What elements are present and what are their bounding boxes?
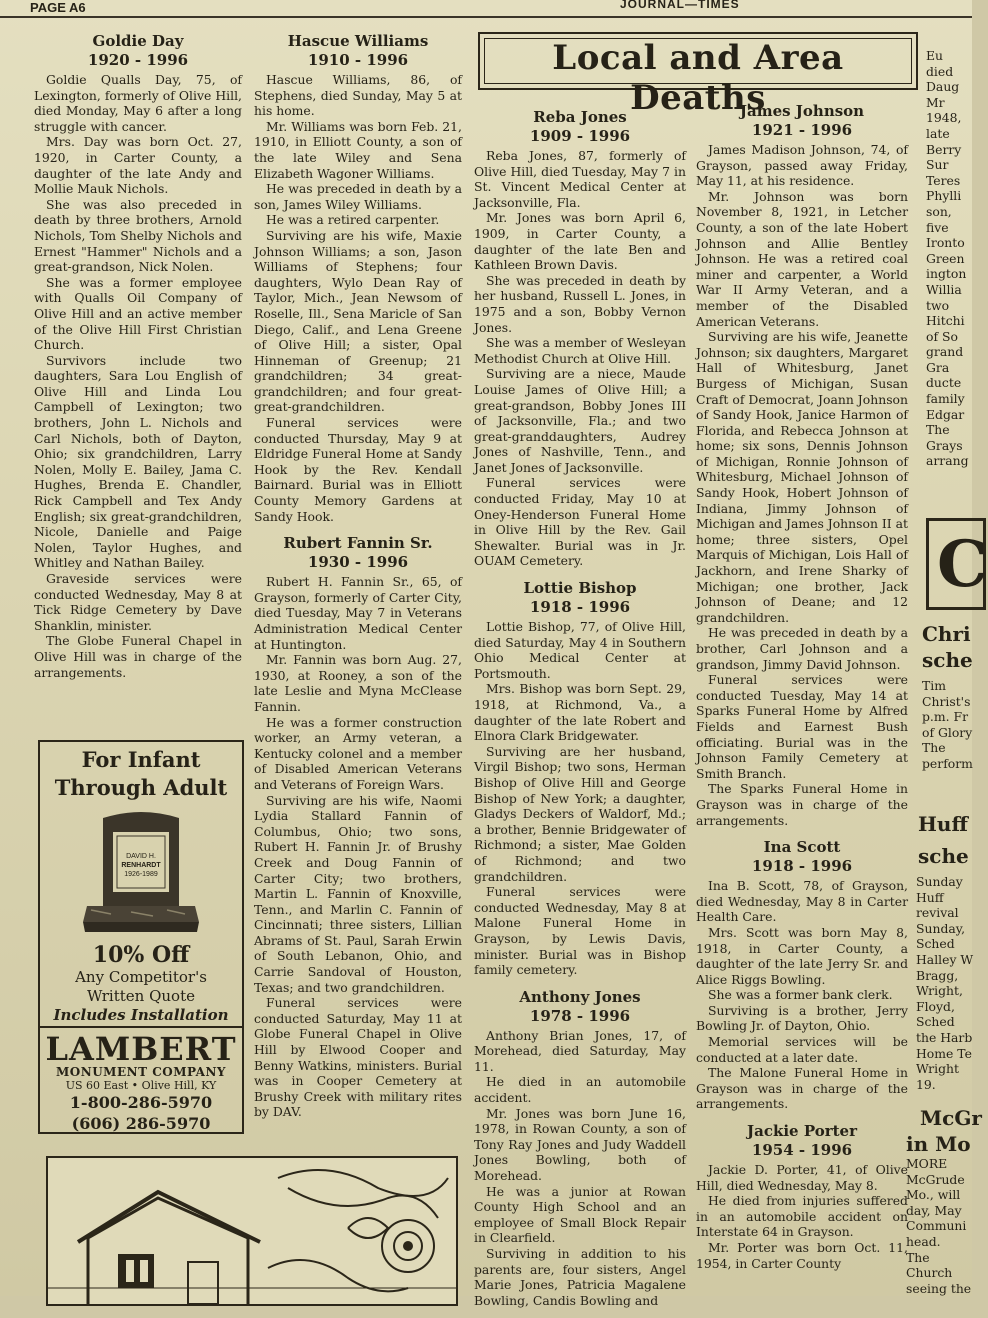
text-fragment: family (926, 391, 965, 407)
column-4 (696, 102, 908, 1281)
obituary-paragraph: Ina B. Scott, 78, of Grayson, died Wednesday, May 8 in Carter Health Care. (696, 878, 908, 925)
headstone-name-line1: DAVID H. (126, 853, 156, 860)
partial-heading: sche (918, 844, 969, 868)
obituary-years: 1930 - 1996 (307, 553, 409, 572)
obituary-paragraph: The Sparks Funeral Home in Grayson was in charge of the arrangements. (696, 781, 908, 828)
column-2 (254, 32, 462, 1130)
obituary-name: Ina Scott (763, 838, 841, 857)
obituary-paragraph: Anthony Brian Jones, 17, of Morehead, died Saturday, May 11. (474, 1027, 686, 1074)
obituary-name: James Johnson (739, 102, 865, 120)
text-fragment: Berry (926, 141, 962, 157)
obituary-paragraph: Mrs. Scott was born May 8, 1918, in Carter County, a daughter of the late Jerry Sr. and Alice Riggs Bowling. (696, 924, 908, 987)
obituary-paragraph: James Madison Johnson, 74, of Grayson, passed away Friday, May 11, at his residence. (696, 142, 908, 189)
obituary-name: Jackie Porter (747, 1122, 857, 1141)
partial-text-block: MORE McGrude Mo., will day, May Communi head. The Church seeing the (906, 1156, 972, 1296)
text-fragment: Ironto (926, 235, 965, 251)
obituary-jackie-porter (696, 1122, 908, 1271)
obituary-years: 1918 - 1996 (529, 598, 631, 617)
obituary-ina-scott (696, 838, 908, 1112)
obituary-paragraph: Mrs. Bishop was born Sept. 29, 1918, at Richmond, Va., a daughter of the late Robert and Elnora Clark Bridgewater. (474, 681, 686, 744)
obituary-paragraph: Mr. Johnson was born November 8, 1921, in Letcher County, a son of the late Hobert Johnson and Allie Bentley Johnson. He was a retired coal miner and carpenter, a World War II Army Veteran, and a member of the Disabled American Veterans. (696, 188, 908, 329)
text-fragment: Grays (926, 437, 963, 453)
obituary-paragraph: Surviving are his wife, Maxie Johnson Williams; a son, Jason Williams of Stephens; four daughters, Wylo Dean Ray of Taylor, Mich., Jean Newsom of Roselle, Ill., Sena Maricle of San Diego, Calif., and Lena Greene of Olive Hill; a sister, Opal Hinneman of Greenup; 21 grandchildren; 34 great-grandchildren; and four great-great-grandchildren. (254, 227, 462, 415)
obituary-paragraph: He was preceded in death by a brother, Carl Johnson and a grandson, Jimmy David Johnson. (696, 625, 908, 672)
partial-heading: in Mo (906, 1132, 971, 1156)
column-3 (474, 108, 686, 1318)
text-fragment: two (926, 297, 950, 313)
obituary-paragraph: Mr. Williams was born Feb. 21, 1910, in Elliott County, a son of the late Wiley and Sena Elizabeth Wagoner Williams. (254, 118, 462, 181)
page-number: PAGE A6 (30, 0, 86, 15)
headstone-dates: 1926-1989 (124, 871, 158, 878)
partial-text-block: Tim Christ's p.m. Fr of Glory The perform (922, 678, 973, 771)
monument-advertisement (38, 740, 244, 1134)
obituary-paragraph: She was a member of Wesleyan Methodist Church at Olive Hill. (474, 335, 686, 366)
ad-phone: 1-800-286-5970 (69, 1093, 213, 1112)
obituary-paragraph: Mr. Porter was born Oct. 11, 1954, in Carter County (696, 1240, 908, 1271)
text-fragment: 1948, (926, 110, 962, 126)
obituary-paragraph: Reba Jones, 87, formerly of Olive Hill, died Tuesday, May 7 in St. Vincent Medical Center at Jacksonville, Fla. (474, 148, 686, 210)
text-fragment: Daug (926, 79, 960, 95)
obituary-anthony-jones (474, 988, 686, 1309)
obituary-paragraph: Surviving are her husband, Virgil Bishop; two sons, Herman Bishop of Olive Hill and George Bishop of New York; a daughter, Gladys Deckers of Waldorf, Md.; a brother, Bennie Bridgewater of Richmond; a sister, Mae Golden of Richmond; and two grandchildren. (474, 743, 686, 884)
obituary-lottie-bishop (474, 579, 686, 978)
obituary-paragraph: The Malone Funeral Home in Grayson was in charge of the arrangements. (696, 1065, 908, 1112)
obituary-name: Goldie Day (92, 32, 184, 50)
text-fragment: late (926, 125, 950, 141)
section-title: Local and Area Deaths (552, 38, 844, 118)
partial-heading: Chri (922, 622, 971, 646)
obituary-paragraph: She was a former employee with Qualls Oil Company of Olive Hill and an active member of the Olive Hill First Christian Church. (34, 274, 242, 353)
obituary-paragraph: Surviving are a niece, Maude Louise James of Olive Hill; a great-grandson, Bobby Jones III of Jacksonville, Fla.; and two great-granddaughters, Audrey Jones of Nashville, Tenn., and Janet Jones of Jacksonville. (474, 366, 686, 475)
floral-house-advertisement (46, 1156, 458, 1306)
text-fragment: Eu (926, 48, 944, 63)
obituary-years: 1921 - 1996 (751, 121, 853, 139)
obituary-name: Lottie Bishop (523, 579, 637, 598)
obituary-paragraph: Mrs. Day was born Oct. 27, 1920, in Carter County, a daughter of the late Andy and Mollie Mauk Nichols. (34, 134, 242, 197)
obituary-paragraph: Mr. Jones was born June 16, 1978, in Rowan County, a son of Tony Ray Jones and Judy Waddell Jones Bowling, both of Morehead. (474, 1105, 686, 1184)
text-fragment: grand (926, 344, 964, 360)
obituary-years: 1909 - 1996 (529, 127, 631, 145)
obituary-paragraph: Memorial services will be conducted at a later date. (696, 1034, 908, 1065)
ad-headline: For Infant (81, 747, 201, 772)
text-fragment: Hitchi (926, 313, 965, 329)
page-header (0, 0, 972, 18)
text-fragment: The (926, 422, 950, 438)
text-fragment: died (926, 63, 954, 79)
obituary-reba-jones (474, 108, 686, 569)
column-5-partial (926, 48, 972, 469)
obituary-paragraph: The Globe Funeral Chapel in Olive Hill was in charge of the arrangements. (34, 633, 242, 680)
obituary-paragraph: Surviving in addition to his parents are, four sisters, Angel Marie Jones, Patricia Magalene Bowling, Candis Bowling and (474, 1246, 686, 1308)
obituary-goldie-day (34, 32, 242, 680)
partial-boxed-heading: C (926, 518, 986, 610)
text-fragment: son, (926, 203, 952, 219)
obituary-james-johnson (696, 102, 908, 828)
obituary-paragraph: Lottie Bishop, 77, of Olive Hill, died Saturday, May 4 in Southern Ohio Medical Center at Portsmouth. (474, 619, 686, 681)
obituary-paragraph: Funeral services were conducted Wednesday, May 8 at Malone Funeral Home in Grayson, by Lewis Davis, minister. Burial was in Bishop family cemetery. (474, 884, 686, 978)
text-fragment: Edgar (926, 406, 965, 422)
ad-company-type: MONUMENT COMPANY (56, 1065, 226, 1079)
obituary-paragraph: She was a former bank clerk. (708, 987, 893, 1003)
text-fragment: Teres (926, 172, 961, 188)
text-fragment: ington (926, 266, 967, 282)
text-fragment: Willia (926, 281, 962, 297)
text-fragment: arrang (926, 453, 969, 469)
obituary-paragraph: Surviving are his wife, Naomi Lydia Stallard Fannin of Columbus, Ohio; two sons, Rubert H. Fannin Jr. of Brushy Creek and Doug Fannin of Carter City; two brothers, Martin L. Fannin of Knoxville, Tenn., and Marlin C. Fannin of Cincinnati; three sisters, Lillian Abrams of St. Paul, Sarah Erwin of South Lebanon, Ohio, and Carrie Sandoval of Houston, Texas; and two grandchildren. (254, 792, 462, 995)
partial-heading: sche (922, 648, 973, 672)
obituary-paragraph: Graveside services were conducted Wednesday, May 8 at Tick Ridge Cemetery by Dave Shanklin, minister. (34, 571, 242, 633)
text-fragment: of So (926, 328, 958, 344)
house-flower-illustration (48, 1158, 456, 1304)
obituary-paragraph: Funeral services were conducted Thursday, May 9 at Eldridge Funeral Home at Sandy Hook by the Rev. Kendall Bairnard. Burial was in Elliott County Memory Gardens at Sandy Hook. (254, 415, 462, 524)
ad-offer-line: Written Quote (87, 987, 195, 1005)
obituary-years: 1954 - 1996 (751, 1141, 853, 1160)
partial-heading: McGr (920, 1106, 982, 1130)
obituary-paragraph: Funeral services were conducted Friday, May 10 at Oney-Henderson Funeral Home in Olive Hill by the Rev. Gail Shewalter. Burial was in Jr. OUAM Cemetery. (474, 475, 686, 569)
obituary-paragraph: Jackie D. Porter, 41, of Olive Hill, died Wednesday, May 8. (696, 1162, 908, 1193)
obituary-years: 1978 - 1996 (529, 1006, 631, 1025)
obituary-paragraph: Survivors include two daughters, Sara Lou English of Olive Hill and Linda Lou Campbell of Lexington; two brothers, John L. Nichols and Carl Nichols, both of Dayton, Ohio; six grandchildren, Larry Nolen, Molly E. Bailey, Jama C. Hughes, Brenda E. Chandler, Rick Campbell and Tex Andy English; six great-grandchildren, Nicole, Danielle and Paige Nolen, Taylor Hughes, and Whitley and Nathan Bailey. (34, 352, 242, 571)
obituary-paragraph: Funeral services were conducted Saturday, May 11 at Globe Funeral Chapel in Olive Hill by Elwood Cooper and Benny Watkins, ministers. Burial was in Cooper Cemetery at Brushy Creek with military rites by DAV. (254, 995, 462, 1120)
ad-headline: Through Adult (54, 775, 228, 800)
ad-phone: (606) 286-5970 (71, 1114, 211, 1133)
obituary-paragraph: He died from injuries suffered in an automobile accident on Interstate 64 in Grayson. (696, 1193, 908, 1240)
ad-offer-line: Any Competitor's (75, 968, 207, 986)
obituary-paragraph: He was a former construction worker, an Army veteran, a Kentucky colonel and a member of Disabled American Veterans and Veterans of Foreign Wars. (254, 714, 462, 792)
text-fragment: Gra (926, 359, 950, 375)
obituary-years: 1918 - 1996 (751, 857, 853, 876)
obituary-paragraph: Rubert H. Fannin Sr., 65, of Grayson, formerly of Carter City, died Tuesday, May 7 in Veterans Administration Medical Center at Huntington. (254, 574, 462, 652)
obituary-name: Rubert Fannin Sr. (283, 534, 433, 553)
obituary-paragraph: Mr. Jones was born April 6, 1909, in Carter County, a daughter of the late Ben and Kathleen Brown Davis. (474, 210, 686, 273)
ad-discount: 10% Off (92, 942, 190, 968)
text-fragment: Mr (926, 94, 945, 110)
ad-installation: Includes Installation (40, 1006, 242, 1028)
obituary-name: Hascue Williams (287, 32, 429, 50)
obituary-name: Reba Jones (533, 108, 627, 126)
obituary-paragraph: Hascue Williams, 86, of Stephens, died Sunday, May 5 at his home. (254, 72, 462, 119)
obituary-paragraph: Surviving are his wife, Jeanette Johnson; six daughters, Margaret Hall of Whitesburg, Janet Burgess of Michigan, Susan Craft of Democrat, Joann Johnson of Sandy Hook, Janice Harmon of Florida, and Rebecca Johnson at home; six sons, Dennis Johnson of Michigan, Ronnie Johnson of Whitesburg, Michael Johnson of Sandy Hook, Hobert Johnson of Indiana, Jimmy Johnson of Michigan and James Johnson II at home; three sisters, Opel Marquis of Michigan, Lois Hall of Jackhorn, and Irene Sharky of Michigan; one brother, Jack Johnson of Deane; and 12 grandchildren. (696, 329, 908, 625)
partial-text-block: Sunday Huff revival Sunday, Sched Halley W Bragg, Wright, Floyd, Sched the Harb Home Te Wright 19. (916, 874, 974, 1092)
obituary-paragraph: He died in an automobile accident. (474, 1074, 686, 1106)
obituary-rubert-fannin (254, 534, 462, 1120)
obituary-years: 1920 - 1996 (87, 51, 189, 69)
headstone-name-line2: RENHARDT (121, 862, 161, 869)
text-fragment: Green (926, 250, 965, 266)
text-fragment: five (926, 219, 949, 235)
obituary-paragraph: He was a junior at Rowan County High School and an employee of Small Block Repair in Clearfield. (474, 1183, 686, 1246)
obituary-years: 1910 - 1996 (307, 51, 409, 69)
publication-name: JOURNAL—TIMES (620, 0, 740, 11)
obituary-paragraph: She was also preceded in death by three brothers, Arnold Nichols, Tom Shelby Nichols and Ernest "Hammer" Nichols and a great-grandson, Nick Nolen. (34, 196, 242, 275)
obituary-name: Anthony Jones (519, 987, 641, 1006)
obituary-paragraph: Funeral services were conducted Tuesday, May 14 at Sparks Funeral Home by Alfred Fields and Earnest Bush officiating. Burial was in the Johnson Family Cemetery at Smith Branch. (696, 672, 908, 781)
obituary-paragraph: Surviving is a brother, Jerry Bowling Jr. of Dayton, Ohio. (696, 1002, 908, 1034)
obituary-paragraph: Goldie Qualls Day, 75, of Lexington, formerly of Olive Hill, died Monday, May 6 after a long struggle with cancer. (34, 72, 242, 134)
text-fragment: ducte (926, 375, 962, 391)
text-fragment: Phylli (926, 188, 962, 204)
obituary-hascue-williams (254, 32, 462, 524)
obituary-paragraph: She was preceded in death by her husband, Russell L. Jones, in 1975 and a son, Bobby Vernon Jones. (474, 272, 686, 335)
partial-heading: Huff (918, 812, 968, 836)
obituary-paragraph: He was preceded in death by a son, James Wiley Williams. (254, 181, 462, 212)
column-1 (34, 32, 242, 690)
ad-address: US 60 East • Olive Hill, KY (65, 1079, 217, 1092)
headstone-illustration (81, 810, 201, 936)
obituary-paragraph: He was a retired carpenter. (266, 212, 440, 228)
text-fragment: Sur (926, 157, 949, 173)
ad-company-name: LAMBERT (45, 1030, 237, 1068)
obituary-paragraph: Mr. Fannin was born Aug. 27, 1930, at Rooney, a son of the late Leslie and Myna McClease Fannin. (254, 652, 462, 714)
